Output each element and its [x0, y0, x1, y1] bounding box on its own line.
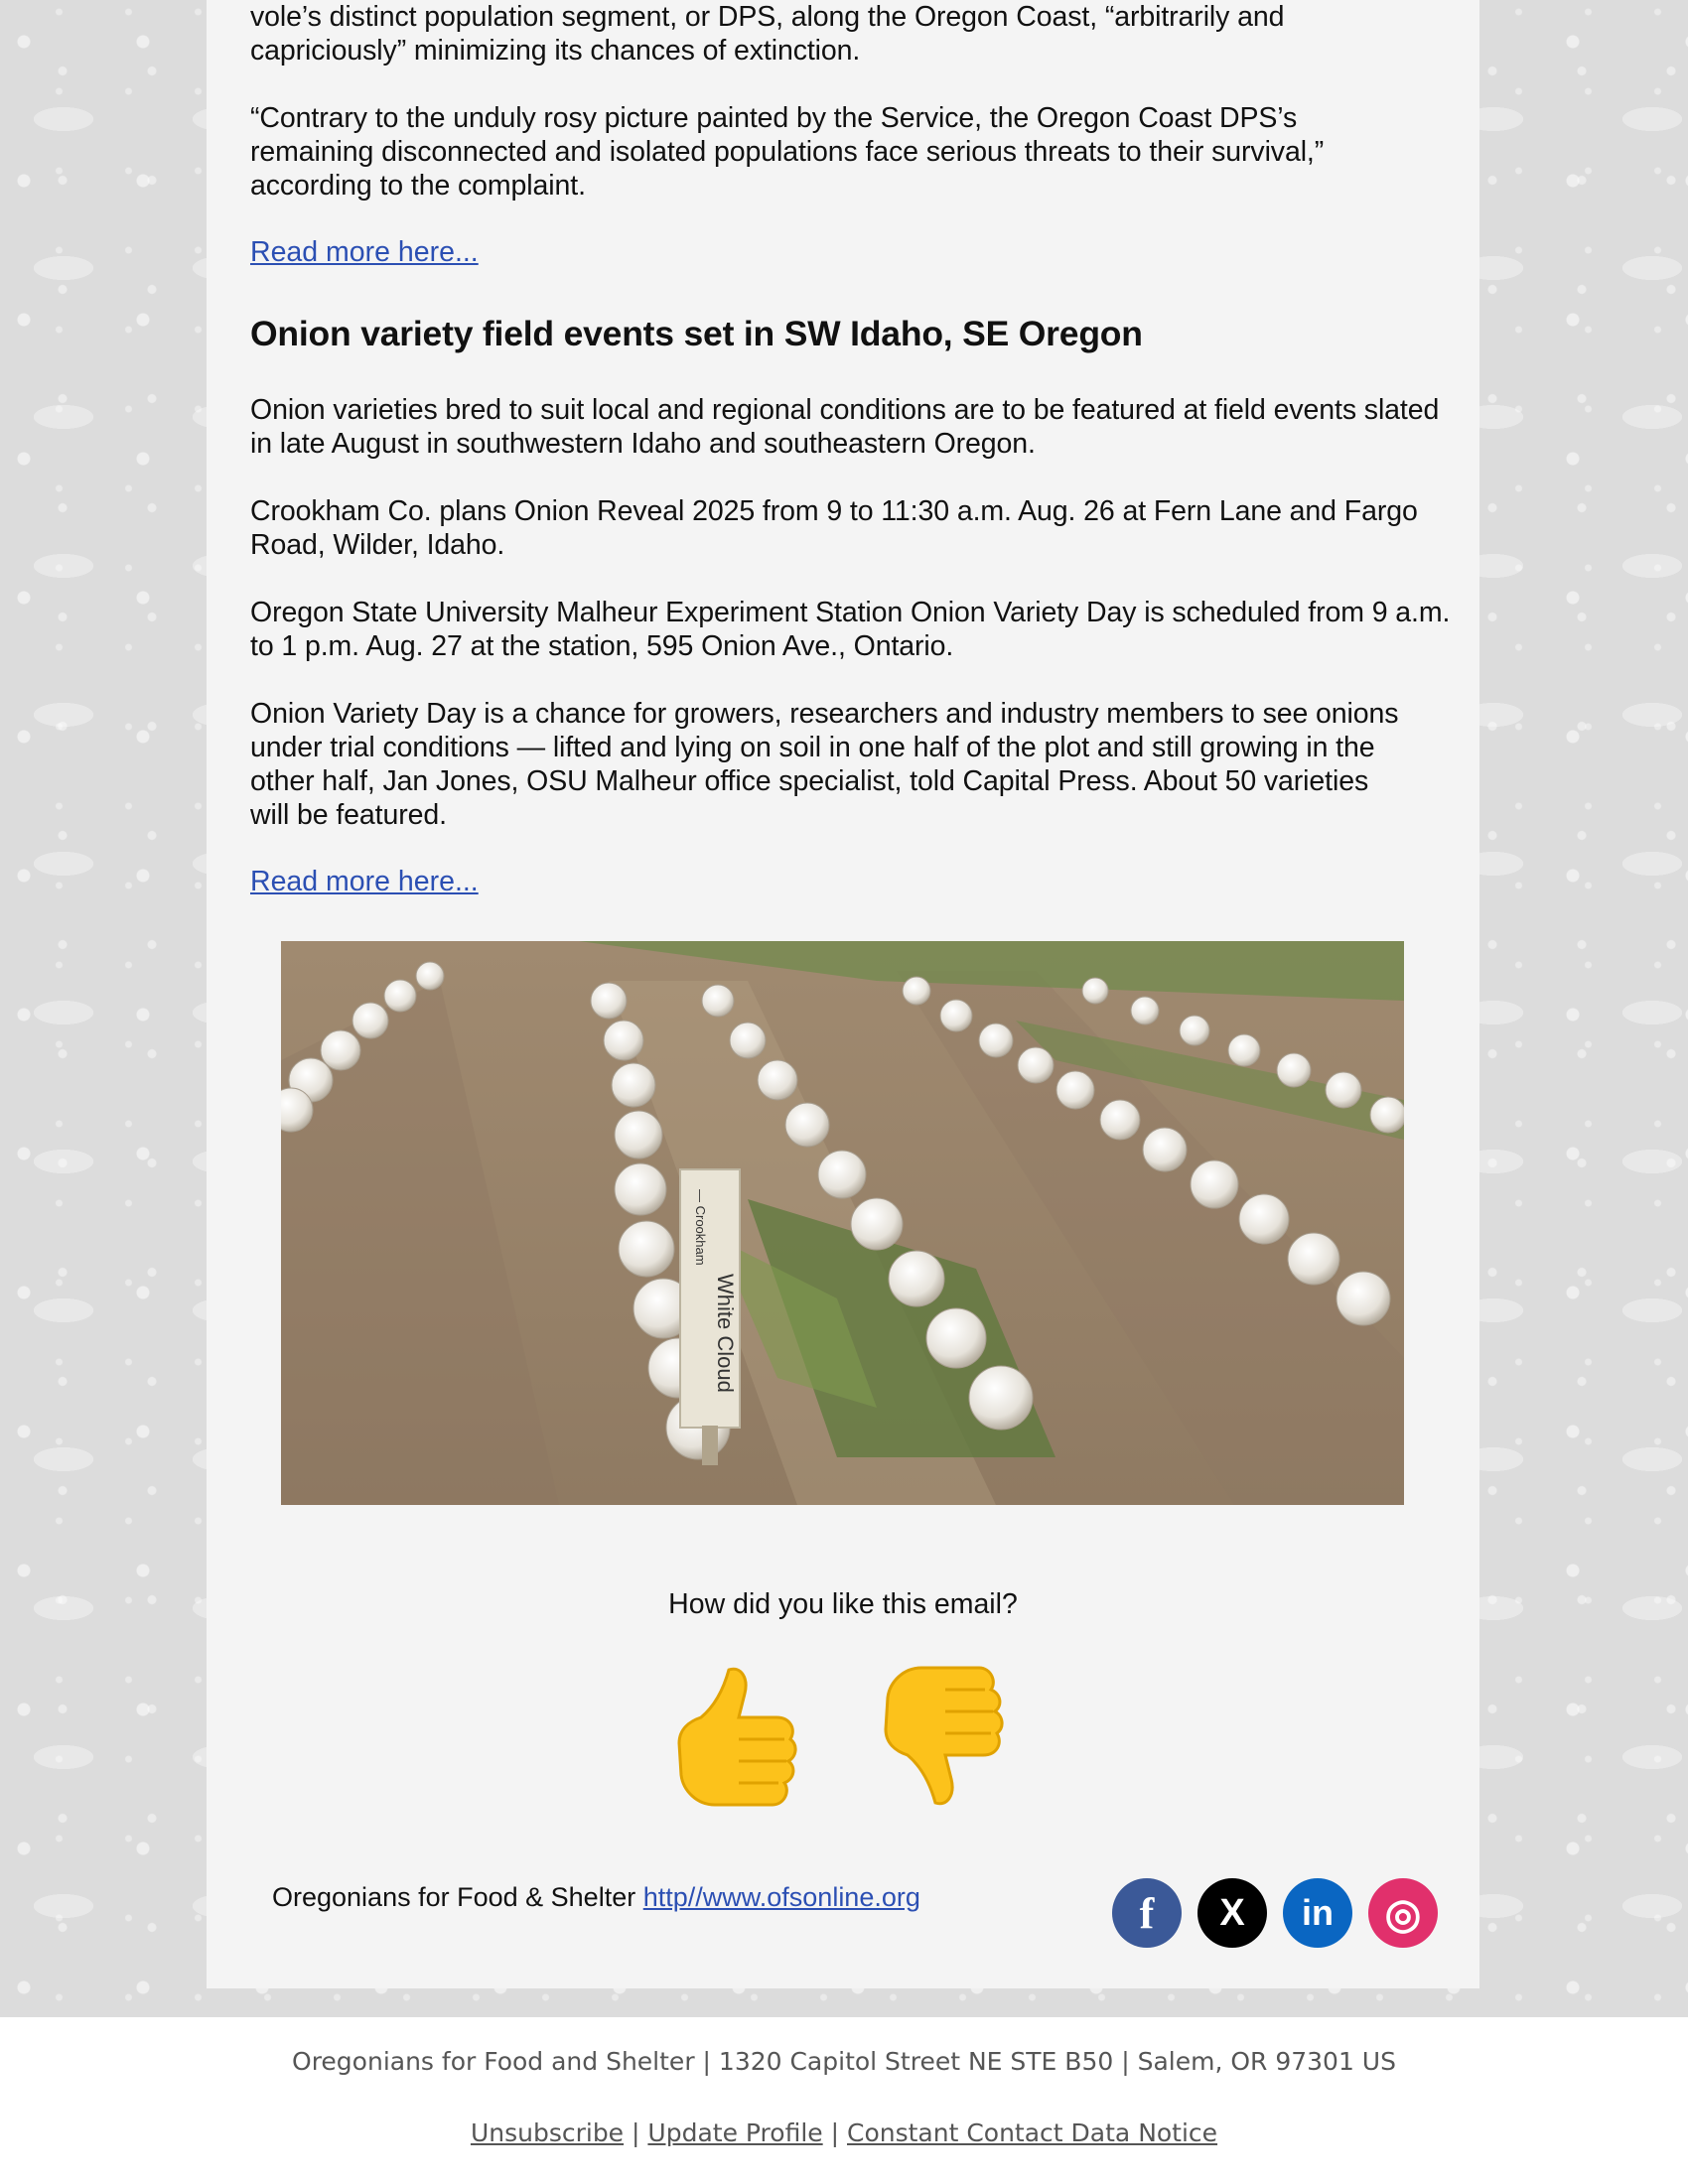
article-1-paragraph-1: vole’s distinct population segment, or DPS, along the Oregon Coast, “arbitrarily and capriciously” minimizing its chances of extinction.	[250, 1, 1285, 67]
sign-large-text: White Cloud	[713, 1274, 738, 1393]
instagram-icon[interactable]	[1368, 1878, 1438, 1948]
linkedin-glyph: in	[1302, 1892, 1334, 1933]
article-1-paragraph-2: “Contrary to the unduly rosy picture painted by the Service, the Oregon Coast DPS’s remaining disconnected and isolated populations face serious threats to their survival,” according to the complaint.	[250, 102, 1325, 202]
read-more-link-2[interactable]: Read more here...	[250, 866, 479, 897]
org-name: Oregonians for Food & Shelter	[272, 1882, 636, 1912]
thumbs-up-icon	[667, 1660, 806, 1819]
onion-field-illustration	[281, 941, 1404, 1505]
article-2-para-1-wrap	[250, 393, 1462, 461]
thumbs-down-button[interactable]	[874, 1654, 1013, 1813]
sign-small-text: — Crookham	[693, 1189, 708, 1266]
footer-links	[0, 2118, 1688, 2147]
feedback-question: How did you like this email?	[668, 1588, 1018, 1620]
article-1	[250, 0, 1462, 68]
update-profile-link[interactable]: Update Profile	[647, 2118, 823, 2147]
email-card	[207, 0, 1479, 1988]
article-2-title-wrap	[250, 314, 1462, 354]
data-notice-link[interactable]: Constant Contact Data Notice	[847, 2118, 1218, 2147]
thumbs-up-button[interactable]	[667, 1660, 806, 1819]
read-more-2-wrap	[250, 866, 1462, 898]
article-2-para-2-wrap	[250, 494, 1462, 562]
onion-field-photo	[281, 941, 1404, 1505]
footer-address: Oregonians for Food and Shelter | 1320 Capitol Street NE STE B50 | Salem, OR 97301 US	[292, 2047, 1396, 2076]
read-more-1-wrap	[250, 236, 1462, 269]
email-footer	[0, 2017, 1688, 2184]
facebook-icon[interactable]	[1112, 1878, 1182, 1948]
article-1-para-2-wrap	[250, 101, 1462, 203]
org-website-link[interactable]: http//www.ofsonline.org	[642, 1882, 920, 1912]
read-more-link-1[interactable]: Read more here...	[250, 236, 479, 268]
linkedin-icon[interactable]	[1283, 1878, 1352, 1948]
article-2-paragraph-1: Onion varieties bred to suit local and regional conditions are to be featured at field events slated in late August in southwestern Idaho and southeastern Oregon.	[250, 394, 1440, 460]
org-line	[272, 1882, 920, 1913]
variety-sign	[680, 1169, 740, 1465]
article-2-paragraph-3: Oregon State University Malheur Experiment Station Onion Variety Day is scheduled from 9 a.m. to 1 p.m. Aug. 27 at the station, 595 Onion Ave., Ontario.	[250, 597, 1451, 662]
footer-separator-1: |	[632, 2118, 640, 2147]
article-2-paragraph-2: Crookham Co. plans Onion Reveal 2025 from 9 to 11:30 a.m. Aug. 26 at Fern Lane and Fargo Road, Wilder, Idaho.	[250, 495, 1418, 561]
article-2-title: Onion variety field events set in SW Idaho, SE Oregon	[250, 314, 1143, 353]
article-2-para-3-wrap	[250, 596, 1462, 663]
thumbs-down-icon	[874, 1654, 1013, 1813]
facebook-glyph: f	[1139, 1888, 1155, 1938]
article-2-para-4-wrap	[250, 697, 1462, 832]
x-twitter-icon[interactable]	[1197, 1878, 1267, 1948]
article-2-paragraph-4: Onion Variety Day is a chance for growers, researchers and industry members to see onions under trial conditions — lifted and lying on soil in one half of the plot and still growing in the other half, Jan Jones, OSU Malheur office specialist, told Capital Press. About 50 varieties will be featured.	[250, 698, 1399, 831]
unsubscribe-link[interactable]: Unsubscribe	[470, 2118, 625, 2147]
x-glyph: X	[1219, 1891, 1245, 1934]
footer-separator-2: |	[830, 2118, 840, 2147]
instagram-glyph: ◎	[1384, 1889, 1422, 1937]
